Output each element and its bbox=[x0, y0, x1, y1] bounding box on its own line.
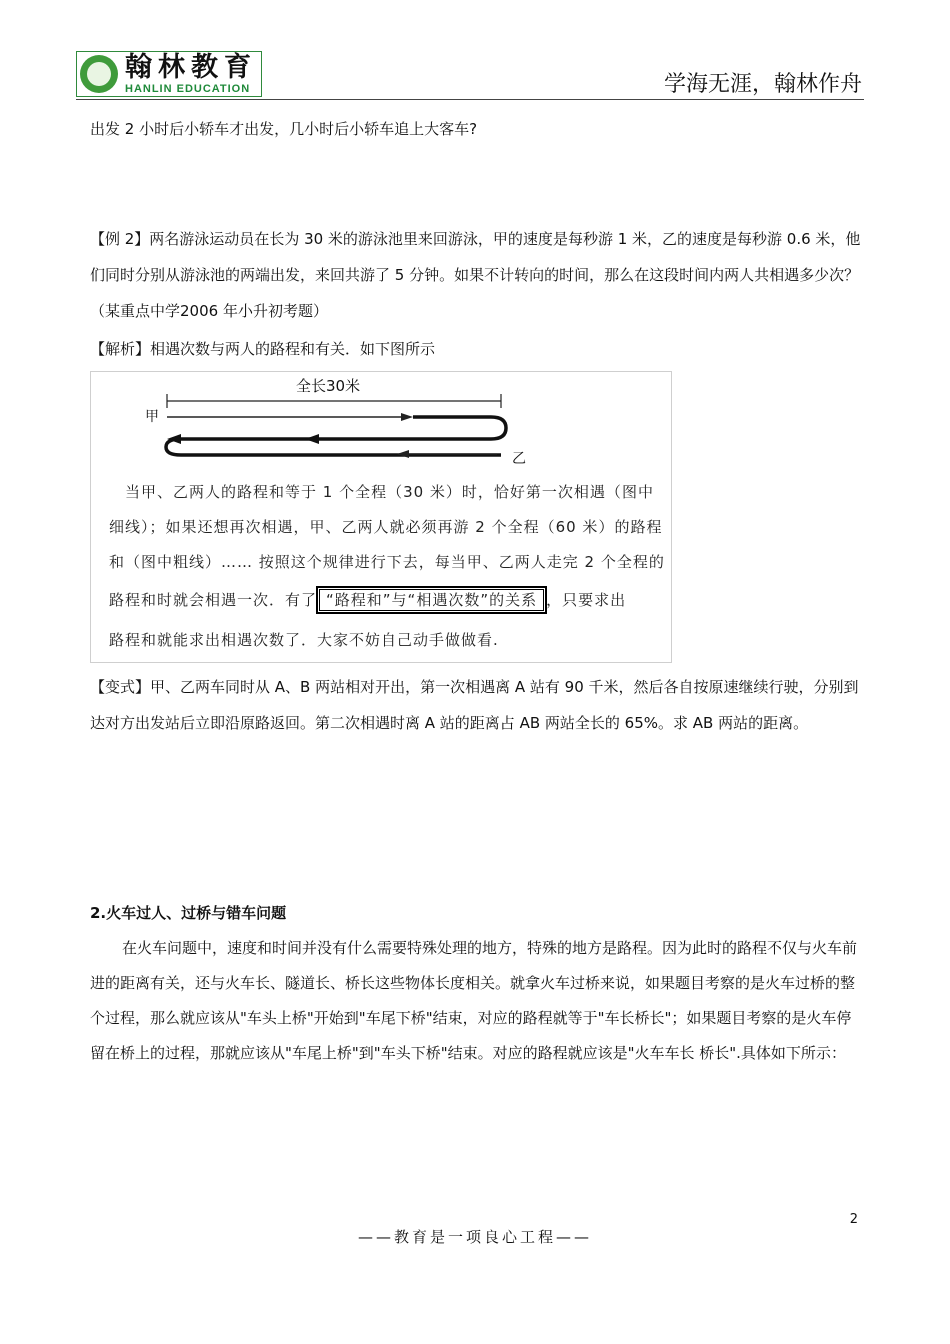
arrow-left-icon bbox=[397, 450, 409, 458]
arrow-right-icon bbox=[401, 413, 413, 421]
figure-text-line bbox=[109, 588, 669, 612]
label-jia: 甲 bbox=[145, 409, 159, 425]
figure-text-segment: ，只要求出 bbox=[546, 591, 627, 609]
figure-text-line: 和（图中粗线）…… 按照这个规律进行下去，每当甲、乙两人走完 2 个全程的 bbox=[109, 553, 665, 571]
header-divider bbox=[76, 99, 864, 100]
figure-text-segment: 路程和时就会相遇一次．有了 bbox=[109, 591, 318, 609]
problem-continuation: 出发 2 小时后小轿车才出发，几小时后小轿车追上大客车? bbox=[90, 120, 478, 138]
meeting-diagram-figure bbox=[90, 371, 672, 663]
logo-chinese-text: 翰林教育 bbox=[125, 52, 257, 83]
figure-text-line: 路程和就能求出相遇次数了．大家不妨自己动手做做看. bbox=[109, 631, 499, 649]
length-label: 全长30米 bbox=[296, 377, 361, 395]
arrow-left-icon bbox=[305, 434, 319, 444]
thick-loop-path bbox=[166, 417, 506, 455]
figure-text-line: 细线）；如果还想再次相遇，甲、乙两人就必须再游 2 个全程（60 米）的路程 bbox=[109, 518, 663, 536]
section-2-title: 2.火车过人、过桥与错车问题 bbox=[90, 904, 287, 922]
variant-problem: 【变式】甲、乙两车同时从 A、B 两站相对开出，第一次相遇离 A 站有 90 千米，然后各自按原速继续行驶，分别到达对方出发站后立即沿原路返回。第二次相遇时离 A 站的距离占 AB 两站全长的 65%。求 AB 两站的距离。 bbox=[90, 678, 859, 732]
logo bbox=[76, 51, 262, 97]
example-2: 【例 2】两名游泳运动员在长为 30 米的游泳池里来回游泳，甲的速度是每秒游 1 米，乙的速度是每秒游 0.6 米，他们同时分别从游泳池的两端出发，来回共游了 5 分钟。如果不计转向的时间，那么在这段时间内两人共相遇多少次？（某重点中学2006 年小升初考题） bbox=[90, 230, 861, 320]
logo-english-text: HANLIN EDUCATION bbox=[125, 83, 251, 95]
page-number: 2 bbox=[849, 1212, 858, 1227]
header-motto: 学海无涯，翰林作舟 bbox=[663, 72, 862, 97]
section-2-paragraph: 在火车问题中，速度和时间并没有什么需要特殊处理的地方，特殊的地方是路程。因为此时的路程不仅与火车前进的距离有关，还与火车长、隧道长、桥长这些物体长度相关。就拿火车过桥来说，如果题目考察的是火车过桥的整个过程，那么就应该从"车头上桥"开始到"车尾下桥"结束，对应的路程就等于"车长桥长"；如果题目考察的是火车停留在桥上的过程，那就应该从"车尾上桥"到"车头下桥"结束。对应的路程就应该是"火车车长 桥长".具体如下所示： bbox=[90, 939, 858, 1062]
footer-motto: ——教育是一项良心工程—— bbox=[357, 1228, 592, 1246]
logo-emblem-icon bbox=[80, 55, 118, 93]
label-yi: 乙 bbox=[512, 451, 526, 467]
figure-text-line: 当甲、乙两人的路程和等于 1 个全程（30 米）时，恰好第一次相遇（图中 bbox=[125, 483, 654, 501]
highlighted-relation-box: “路程和”与“相遇次数”的关系 bbox=[317, 587, 546, 613]
analysis-intro: 【解析】相遇次数与两人的路程和有关．如下图所示 bbox=[90, 340, 436, 358]
